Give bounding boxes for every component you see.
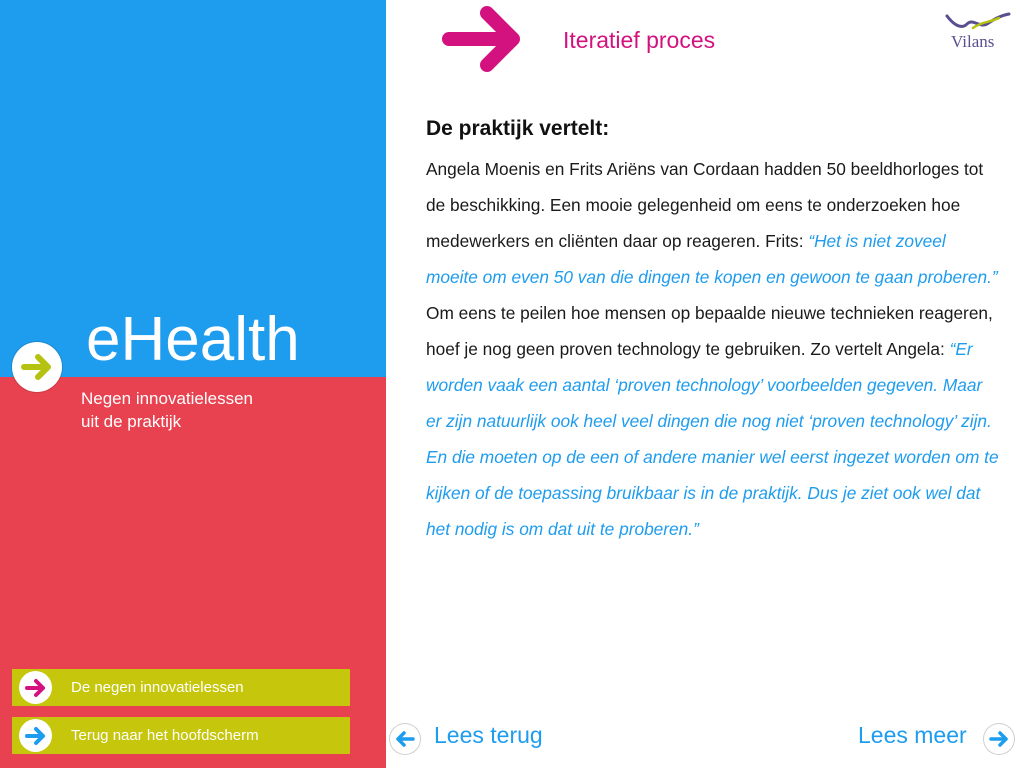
back-arrow-button[interactable] bbox=[390, 724, 420, 754]
arrow-right-icon bbox=[19, 671, 52, 704]
content-paragraph-2 bbox=[426, 295, 1001, 547]
brand-subtitle-line1: Negen innovatielessen bbox=[81, 389, 254, 408]
left-panel-red bbox=[0, 377, 386, 768]
arrow-right-icon bbox=[19, 719, 52, 752]
brand-subtitle bbox=[81, 387, 321, 433]
brand-title: eHealth bbox=[86, 305, 300, 374]
quote-text: “Er worden vaak een aantal ‘proven technology’ voorbeelden gegeven. Maar er zijn natuurlijk ook heel veel dingen die nog niet ‘proven technology’ zijn. En die moeten op de een of andere manier wel eerst ingezet worden om te kijken of de toepassing bruikbaar is in de praktijk. Dus je ziet ook wel dat het nodig is om dat uit te proberen.” bbox=[426, 339, 999, 539]
nav-button-innovatielessen[interactable] bbox=[12, 669, 350, 706]
nav-button-label: De negen innovatielessen bbox=[71, 679, 244, 696]
page-title: Iteratief proces bbox=[563, 27, 716, 53]
paragraph-text: Om eens te peilen hoe mensen op bepaalde nieuwe technieken reageren, hoef je nog geen proven technology te gebruiken. Zo vertelt Angela: bbox=[426, 303, 993, 359]
next-link[interactable]: Lees meer bbox=[858, 722, 967, 748]
left-panel bbox=[0, 0, 386, 768]
brand-arrow-icon bbox=[12, 342, 62, 392]
nav-button-label: Terug naar het hoofdscherm bbox=[71, 727, 259, 744]
content-heading: De praktijk vertelt: bbox=[426, 117, 610, 140]
paragraph-text: Angela Moenis en Frits Ariëns van Cordaan hadden 50 beeldhorloges tot de beschikking. Een mooie gelegenheid om eens te onderzoeken hoe medewerkers en cliënten daar op reageren. Frits: bbox=[426, 159, 984, 251]
content-article bbox=[426, 112, 1001, 547]
logo-text: Vilans bbox=[951, 32, 995, 51]
quote-text: “Het is niet zoveel moeite om even 50 van die dingen te kopen en gewoon te gaan proberen.” bbox=[426, 231, 998, 287]
header-arrow-icon bbox=[441, 3, 525, 80]
next-arrow-button[interactable] bbox=[984, 724, 1014, 754]
back-link[interactable]: Lees terug bbox=[434, 722, 543, 748]
content-paragraph-1 bbox=[426, 151, 1001, 295]
nav-button-hoofdscherm[interactable] bbox=[12, 717, 350, 754]
brand-subtitle-line2: uit de praktijk bbox=[81, 412, 182, 431]
